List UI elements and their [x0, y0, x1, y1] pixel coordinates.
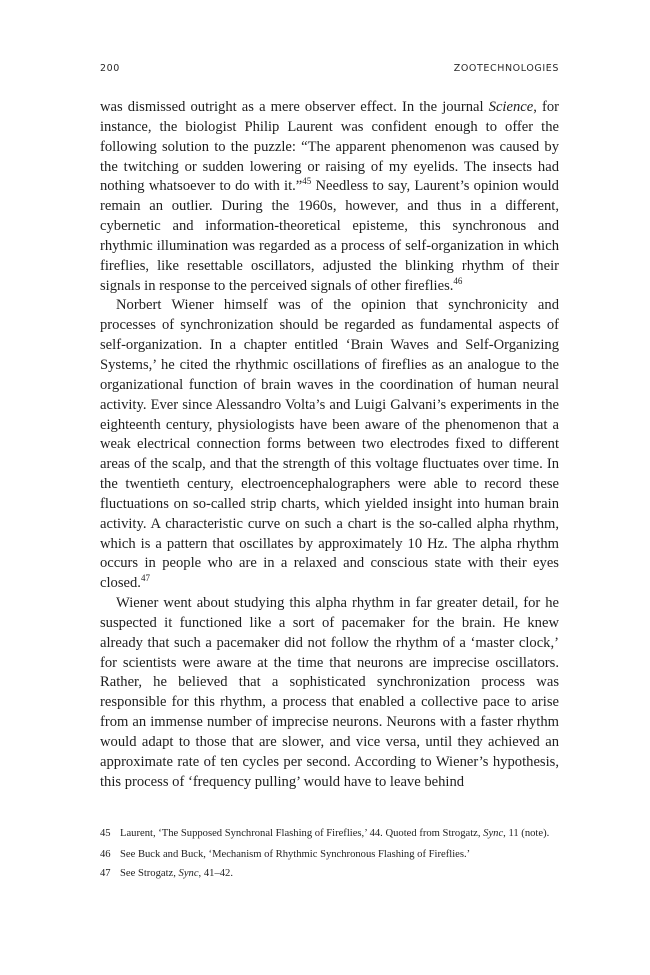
footnote-ref: 46 — [453, 275, 463, 286]
text-run: Wiener went about studying this alpha rhythm in far greater detail, for he suspected it functioned like a sort of pacemaker for the brain. He knew already that such a pacemaker did not follow the rhythm of a ‘master clock,’ for scientists were aware at the time that neurons are imprecise oscillators. Rather, he believed that a sophisticated synchronization process was responsible for this rhythm, a process that enabled a collective pace to arise from an immense number of imprecise neurons. Neurons with a faster rhythm would adapt to those that are slower, and vice versa, until they achieved an approximate rate of ten cycles per second. According to Wiener’s hypothesis, this process of ‘frequency pulling’ would have to leave behind — [100, 595, 559, 790]
body-text — [100, 98, 559, 793]
text-run: , 11 (note). — [503, 828, 550, 839]
italic-text: Sync — [178, 868, 199, 879]
footnote-number: 45 — [100, 828, 111, 839]
text-run: Laurent, ‘The Supposed Synchronal Flashing of Fireflies,’ 44. Quoted from Strogatz, — [120, 828, 484, 839]
italic-text: Sync — [483, 828, 504, 839]
footnote-ref: 45 — [302, 176, 312, 187]
footnote-number: 46 — [100, 849, 111, 860]
text-run: , for instance, the biologist Philip Laurent was confident enough to offer the following solution to the puzzle: “The apparent phenomenon was caused by the twitching or sudden lowering or raising of my eyelids. The insects had nothing whatsoever to do with it.” — [100, 99, 559, 195]
paragraph-3 — [100, 594, 559, 792]
text-run: Needless to say, Laurent’s opinion would remain an outlier. During the 1960s, however, and thus in a different, cybernetic and information-theoretical episteme, this synchronous and rhythmic illumination was regarded as a process of self-organization in which fireflies, like resettable oscillators, adjusted the blinking rhythm of their signals in response to the perceived signals of other fireflies. — [100, 178, 559, 294]
page-number: 200 — [100, 63, 120, 74]
text-run: Norbert Wiener himself was of the opinion that synchronicity and processes of synchronization should be regarded as fundamental aspects of self-organization. In a chapter entitled ‘Brain Waves and Self-Organizing Systems,’ he cited the rhythmic oscillations of fireflies as an analogue to the organizational function of brain waves in the coordination of human neural activity. Ever since Alessandro Volta’s and Luigi Galvani’s experiments in the eighteenth century, physiologists have been aware of the phenomenon that a weak electrical connection forms between two electrodes fixed to different areas of the scalp, and that the strength of this voltage fluctuates over time. In the twentieth century, electroencephalographers were able to record these fluctuations on so-called strip charts, which yielded insight into human brain activity. A characteristic curve on such a chart is the so-called alpha rhythm, which is a pattern that oscillates by approximately 10 Hz. The alpha rhythm occurs in people who are in a relaxed and conscious state with their eyes closed. — [100, 297, 559, 592]
paragraph-1 — [100, 98, 559, 296]
text-run: See Strogatz, — [120, 868, 179, 879]
running-title: ZOOTECHNOLOGIES — [453, 63, 559, 74]
footnote-number: 47 — [100, 868, 111, 879]
text-run: was dismissed outright as a mere observer effect. In the journal — [100, 99, 489, 115]
footnotes — [100, 826, 559, 883]
footnote-47 — [100, 864, 559, 883]
text-run: , 41–42. — [198, 868, 233, 879]
footnote-ref: 47 — [140, 573, 150, 584]
paragraph-2 — [100, 296, 559, 594]
text-run: See Buck and Buck, ‘Mechanism of Rhythmic Synchronous Flashing of Fireflies.’ — [120, 849, 471, 860]
footnote-46 — [100, 845, 559, 864]
footnote-45 — [100, 826, 559, 845]
italic-text: Science — [488, 99, 534, 115]
